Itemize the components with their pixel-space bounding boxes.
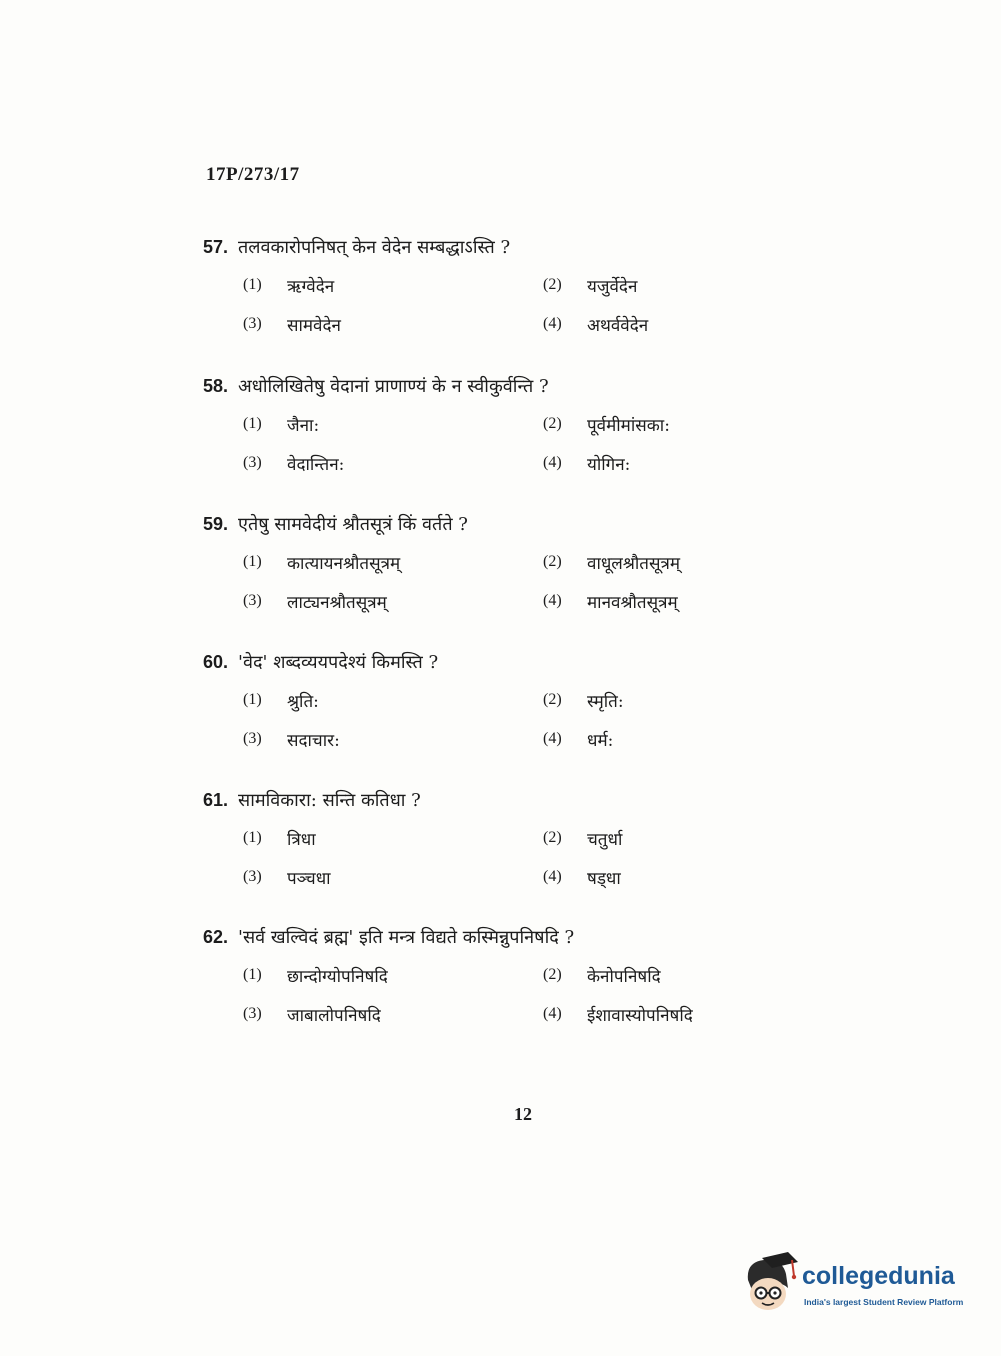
option-3: (3) सदाचार: (243, 730, 340, 751)
question-number: 60. (203, 651, 229, 672)
question-text: 'वेद' शब्दव्ययपदेश्यं किमस्ति ? (238, 652, 439, 673)
question-text: तलवकारोपनिषत् केन वेदेन सम्बद्धाऽस्ति ? (238, 237, 511, 258)
option-2: (2) पूर्वमीमांसका: (543, 415, 670, 436)
option-4: (4) ईशावास्योपनिषदि (543, 1005, 693, 1026)
question-number: 59. (203, 513, 229, 534)
option-2: (2) केनोपनिषदि (543, 966, 661, 987)
question-58 (203, 371, 763, 489)
question-60 (203, 647, 763, 765)
options (203, 409, 763, 489)
question-number: 61. (203, 789, 229, 810)
brand-name: collegedunia (802, 1262, 955, 1290)
question-number: 62. (203, 926, 229, 947)
option-1: (1) श्रुति: (243, 691, 319, 712)
option-3: (3) जाबालोपनिषदि (243, 1005, 381, 1026)
question-61 (203, 785, 763, 903)
question-text: एतेषु सामवेदीयं श्रौतसूत्रं किं वर्तते ? (238, 514, 468, 535)
option-3: (3) सामवेदेन (243, 315, 341, 336)
option-1: (1) त्रिधा (243, 829, 316, 850)
question-59 (203, 509, 763, 627)
page-number: 12 (514, 1104, 532, 1124)
options (203, 270, 763, 350)
option-1: (1) छान्दोग्योपनिषदि (243, 966, 388, 987)
option-1: (1) कात्यायनश्रौतसूत्रम् (243, 553, 401, 574)
options (203, 685, 763, 765)
question-62 (203, 922, 763, 1040)
paper-code: 17P/273/17 (206, 164, 300, 185)
option-4: (4) योगिन: (543, 454, 631, 475)
option-2: (2) स्मृति: (543, 691, 624, 712)
option-1: (1) जैना: (243, 415, 320, 436)
option-3: (3) वेदान्तिन: (243, 454, 345, 475)
question-number: 58. (203, 375, 229, 396)
question-text: 'सर्व खल्विदं ब्रह्म' इति मन्त्र विद्यते कस्मिन्नुपनिषदि ? (238, 927, 575, 948)
question-number: 57. (203, 236, 229, 257)
options (203, 960, 763, 1040)
options (203, 547, 763, 627)
option-2: (2) चतुर्धा (543, 829, 623, 850)
brand-tagline: India's largest Student Review Platform (804, 1297, 964, 1307)
option-4: (4) मानवश्रौतसूत्रम् (543, 592, 678, 613)
option-2: (2) वाधूलश्रौतसूत्रम् (543, 553, 681, 574)
question-text: सामविकारा: सन्ति कतिधा ? (238, 790, 421, 811)
option-3: (3) लाट्यनश्रौतसूत्रम् (243, 592, 387, 613)
option-2: (2) यजुर्वेदेन (543, 276, 638, 297)
question-text: अधोलिखितेषु वेदानां प्राणाण्यं के न स्वीकुर्वन्ति ? (238, 376, 549, 397)
options (203, 823, 763, 903)
option-4: (4) षड्धा (543, 868, 621, 889)
collegedunia-watermark (742, 1250, 972, 1316)
mascot-logo-icon (742, 1252, 800, 1314)
option-4: (4) धर्म: (543, 730, 614, 751)
option-3: (3) पञ्चधा (243, 868, 331, 889)
question-57 (203, 232, 763, 350)
option-4: (4) अथर्ववेदेन (543, 315, 649, 336)
option-1: (1) ऋग्वेदेन (243, 276, 335, 297)
